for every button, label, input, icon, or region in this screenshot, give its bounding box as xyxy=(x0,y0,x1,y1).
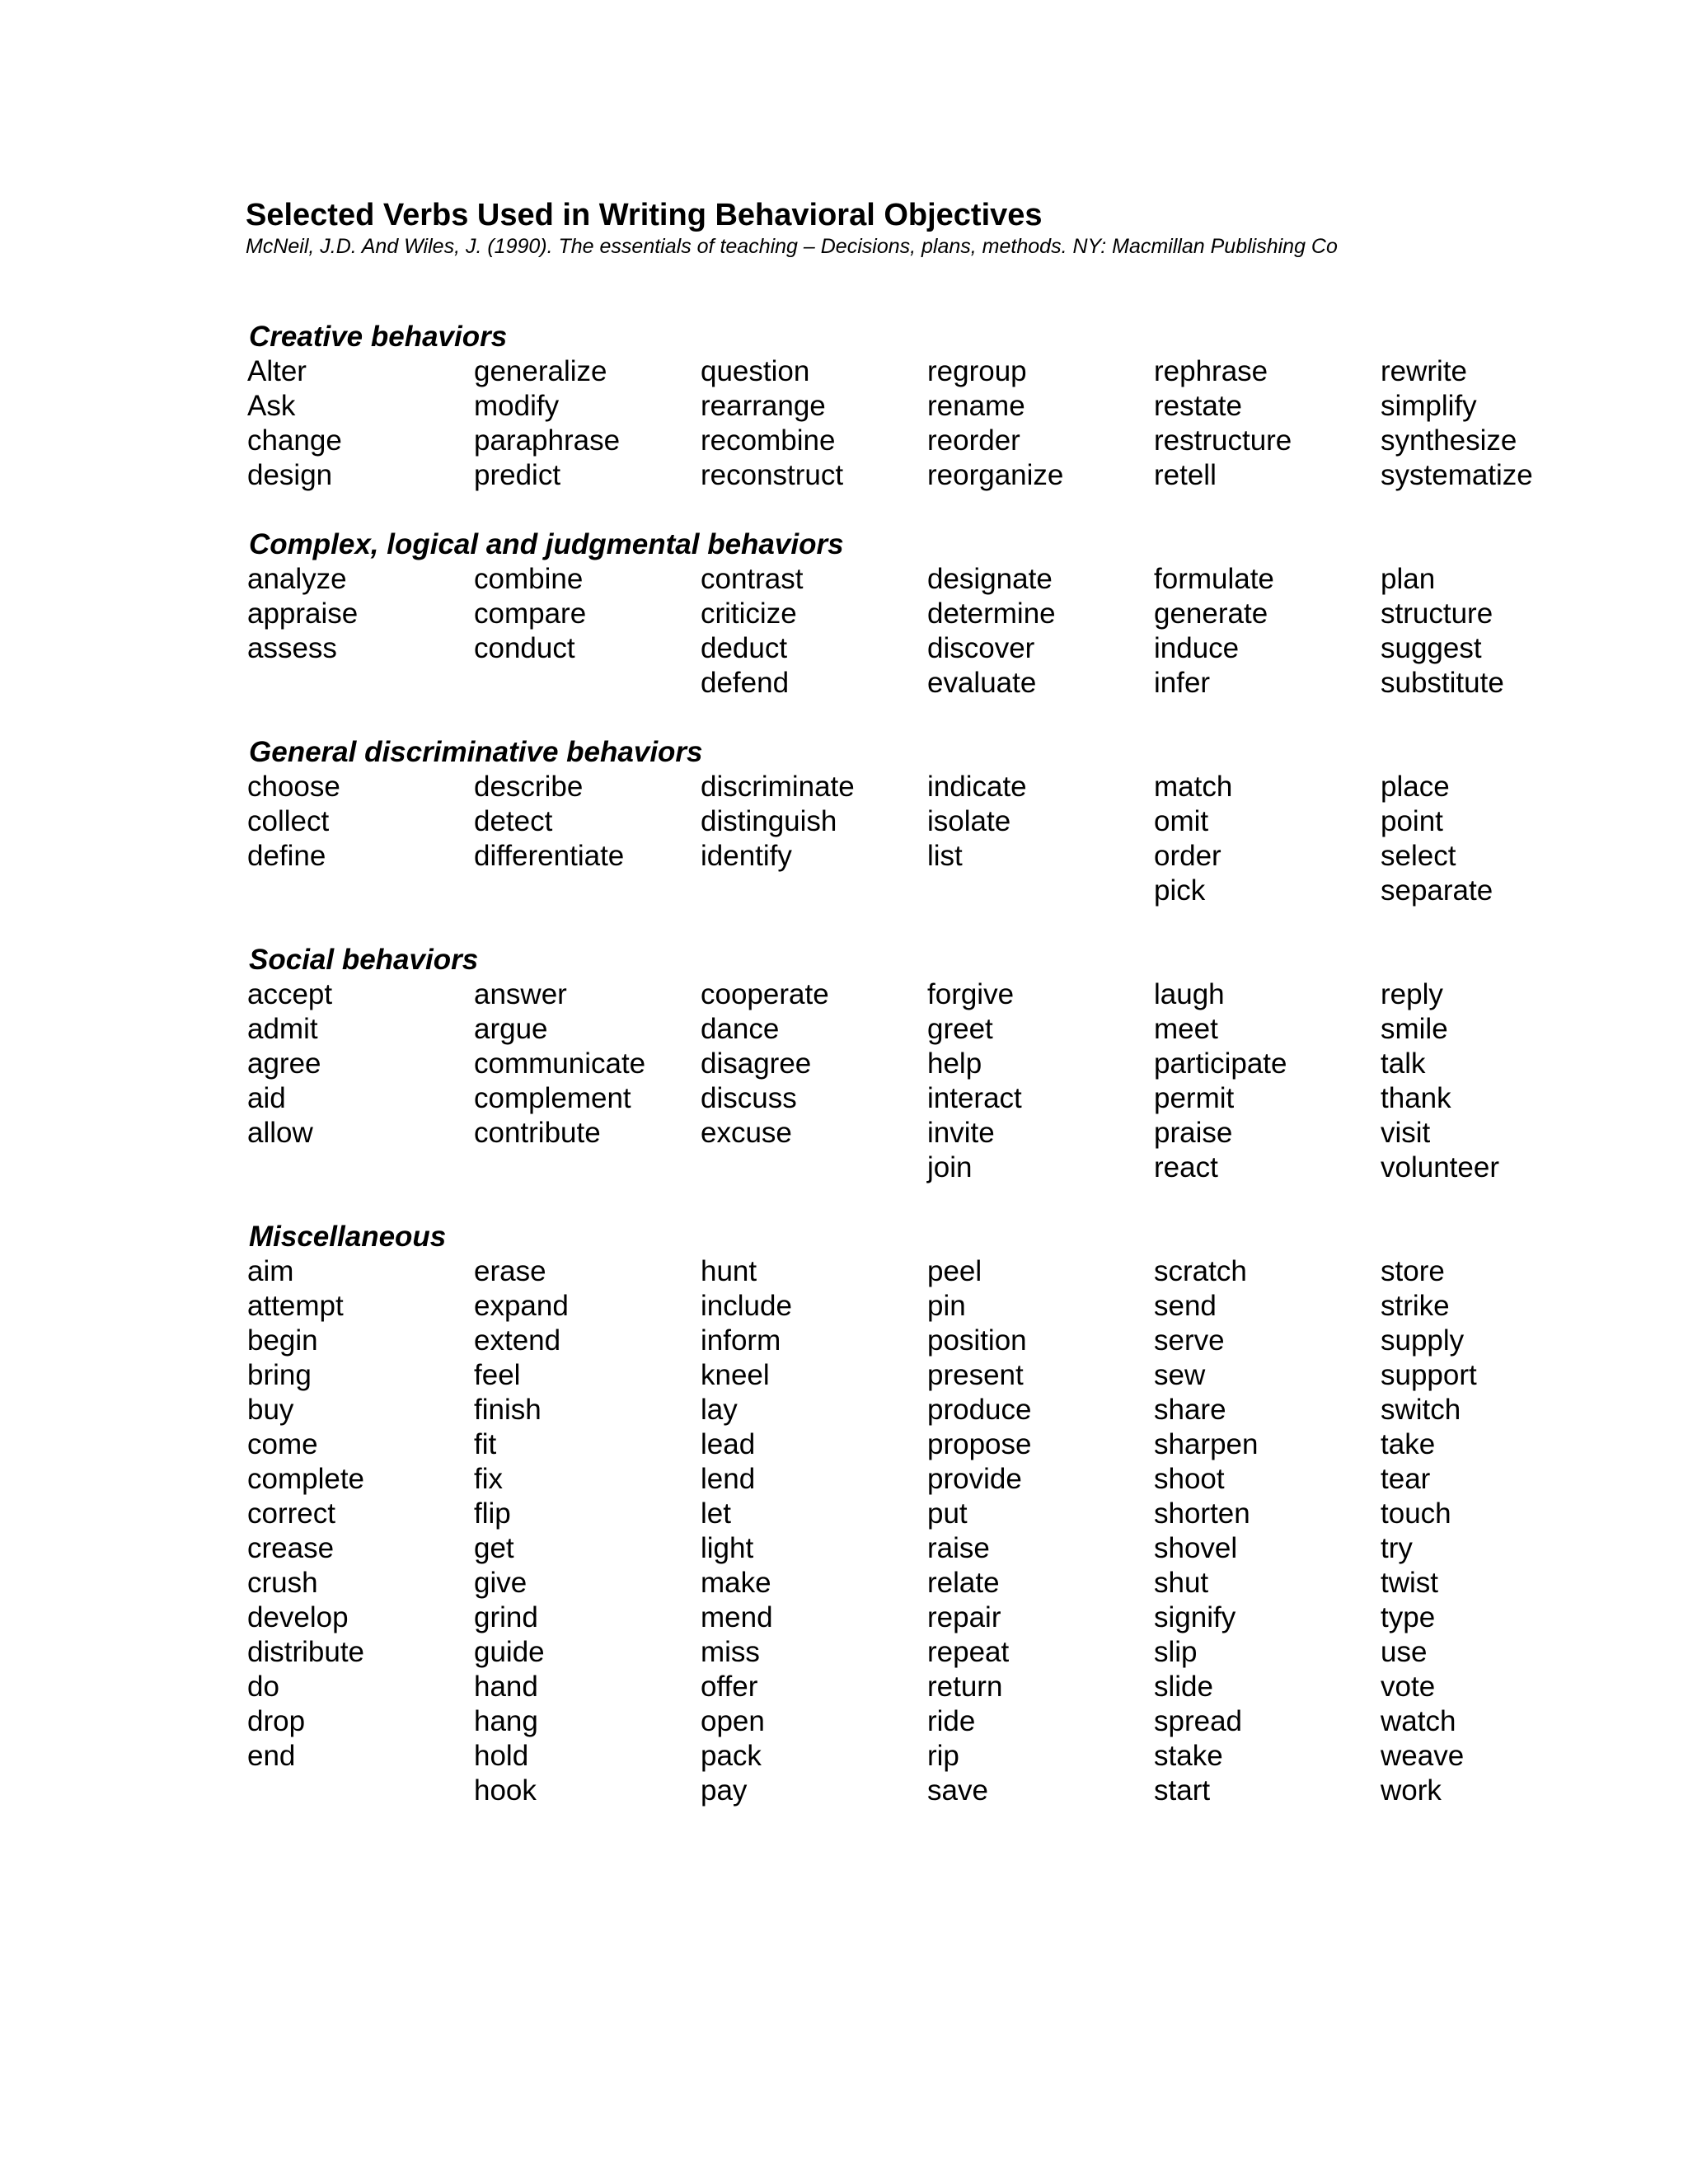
verb-item: put xyxy=(927,1497,968,1530)
document-title: Selected Verbs Used in Writing Behavioral Objectives xyxy=(246,198,1043,232)
verb-item: greet xyxy=(927,1013,993,1045)
verb-item: try xyxy=(1381,1532,1413,1564)
verb-column xyxy=(927,770,1154,908)
verb-item: agree xyxy=(247,1047,321,1080)
verb-column xyxy=(701,562,927,701)
verb-item: drop xyxy=(247,1705,306,1737)
verb-item: rearrange xyxy=(701,390,826,422)
verb-item: deduct xyxy=(701,632,788,664)
verb-column xyxy=(701,770,927,908)
verb-column xyxy=(1154,770,1381,908)
verb-item: relate xyxy=(927,1567,1000,1599)
verb-item: provide xyxy=(927,1463,1022,1495)
verb-column xyxy=(247,562,474,701)
verb-item: recombine xyxy=(701,424,836,457)
verb-item: lead xyxy=(701,1428,756,1460)
verb-item: simplify xyxy=(1381,390,1477,422)
verb-column xyxy=(701,354,927,493)
verb-item: signify xyxy=(1154,1601,1236,1633)
verb-item: send xyxy=(1154,1290,1217,1322)
verb-column xyxy=(247,354,474,493)
verb-item: criticize xyxy=(701,598,797,630)
verb-item: choose xyxy=(247,771,340,803)
verb-item: separate xyxy=(1381,874,1493,907)
verb-item: evaluate xyxy=(927,667,1037,699)
verb-sections xyxy=(247,320,1665,1843)
verb-item: conduct xyxy=(474,632,575,664)
verb-item: discuss xyxy=(701,1082,797,1114)
verb-item: position xyxy=(927,1324,1027,1357)
verb-item: reconstruct xyxy=(701,459,844,491)
verb-column xyxy=(1381,354,1607,493)
verb-column xyxy=(1154,354,1381,493)
verb-item: restate xyxy=(1154,390,1242,422)
verb-item: participate xyxy=(1154,1047,1287,1080)
verb-item: generalize xyxy=(474,355,607,387)
verb-item: present xyxy=(927,1359,1024,1391)
verb-item: disagree xyxy=(701,1047,812,1080)
verb-item: rewrite xyxy=(1381,355,1468,387)
section-social-behaviors xyxy=(247,943,1665,1185)
verb-item: kneel xyxy=(701,1359,770,1391)
verb-item: aim xyxy=(247,1255,294,1287)
verb-item: identify xyxy=(701,840,792,872)
verb-item: fit xyxy=(474,1428,497,1460)
verb-item: systematize xyxy=(1381,459,1533,491)
verb-item: defend xyxy=(701,667,790,699)
verb-column xyxy=(474,977,701,1185)
verb-item: laugh xyxy=(1154,978,1225,1010)
verb-item: order xyxy=(1154,840,1221,872)
verb-item: formulate xyxy=(1154,563,1274,595)
verb-item: do xyxy=(247,1671,279,1703)
verb-item: argue xyxy=(474,1013,548,1045)
verb-item: react xyxy=(1154,1151,1218,1183)
verb-column xyxy=(927,562,1154,701)
verb-item: forgive xyxy=(927,978,1015,1010)
verb-item: answer xyxy=(474,978,567,1010)
section-heading: General discriminative behaviors xyxy=(249,736,703,768)
verb-columns xyxy=(247,1254,1665,1808)
section-heading: Social behaviors xyxy=(249,944,479,976)
verb-columns xyxy=(247,977,1665,1185)
verb-item: modify xyxy=(474,390,560,422)
verb-item: Alter xyxy=(247,355,307,387)
verb-item: get xyxy=(474,1532,514,1564)
verb-item: Ask xyxy=(247,390,296,422)
section-heading: Creative behaviors xyxy=(249,321,508,353)
verb-item: supply xyxy=(1381,1324,1465,1357)
verb-item: list xyxy=(927,840,963,872)
verb-item: point xyxy=(1381,805,1443,837)
verb-item: accept xyxy=(247,978,333,1010)
section-heading: Complex, logical and judgmental behaviors xyxy=(249,528,844,560)
verb-item: ride xyxy=(927,1705,976,1737)
verb-item: hang xyxy=(474,1705,538,1737)
verb-item: start xyxy=(1154,1774,1211,1807)
verb-item: select xyxy=(1381,840,1456,872)
verb-item: restructure xyxy=(1154,424,1292,457)
verb-item: shoot xyxy=(1154,1463,1225,1495)
verb-item: bring xyxy=(247,1359,312,1391)
verb-item: repeat xyxy=(927,1636,1010,1668)
verb-item: touch xyxy=(1381,1497,1451,1530)
verb-item: end xyxy=(247,1740,296,1772)
verb-item: offer xyxy=(701,1671,758,1703)
verb-column xyxy=(701,977,927,1185)
verb-item: twist xyxy=(1381,1567,1438,1599)
verb-item: store xyxy=(1381,1255,1445,1287)
verb-item: distinguish xyxy=(701,805,837,837)
verb-item: communicate xyxy=(474,1047,646,1080)
verb-columns xyxy=(247,770,1665,908)
verb-item: cooperate xyxy=(701,978,829,1010)
verb-item: synthesize xyxy=(1381,424,1517,457)
verb-item: save xyxy=(927,1774,988,1807)
verb-item: smile xyxy=(1381,1013,1448,1045)
verb-item: attempt xyxy=(247,1290,344,1322)
verb-item: shorten xyxy=(1154,1497,1250,1530)
verb-item: finish xyxy=(474,1394,542,1426)
verb-item: isolate xyxy=(927,805,1011,837)
verb-item: permit xyxy=(1154,1082,1235,1114)
verb-item: reply xyxy=(1381,978,1443,1010)
verb-item: pack xyxy=(701,1740,762,1772)
verb-item: guide xyxy=(474,1636,545,1668)
verb-item: come xyxy=(247,1428,318,1460)
verb-column xyxy=(247,1254,474,1808)
verb-item: slide xyxy=(1154,1671,1213,1703)
verb-item: repair xyxy=(927,1601,1001,1633)
verb-item: vote xyxy=(1381,1671,1436,1703)
verb-item: thank xyxy=(1381,1082,1451,1114)
verb-item: raise xyxy=(927,1532,990,1564)
verb-item: praise xyxy=(1154,1117,1233,1149)
verb-item: propose xyxy=(927,1428,1032,1460)
verb-item: rip xyxy=(927,1740,959,1772)
verb-item: support xyxy=(1381,1359,1477,1391)
verb-item: share xyxy=(1154,1394,1226,1426)
verb-item: aid xyxy=(247,1082,286,1114)
verb-item: combine xyxy=(474,563,584,595)
verb-item: define xyxy=(247,840,326,872)
verb-item: flip xyxy=(474,1497,511,1530)
verb-item: erase xyxy=(474,1255,546,1287)
verb-column xyxy=(1381,977,1607,1185)
verb-item: hook xyxy=(474,1774,537,1807)
verb-item: visit xyxy=(1381,1117,1431,1149)
section-heading: Miscellaneous xyxy=(249,1221,447,1253)
verb-item: grind xyxy=(474,1601,538,1633)
verb-item: buy xyxy=(247,1394,294,1426)
verb-item: spread xyxy=(1154,1705,1243,1737)
verb-item: compare xyxy=(474,598,587,630)
verb-column xyxy=(927,1254,1154,1808)
verb-column xyxy=(927,977,1154,1185)
verb-item: change xyxy=(247,424,342,457)
verb-item: structure xyxy=(1381,598,1493,630)
verb-column xyxy=(474,770,701,908)
verb-item: describe xyxy=(474,771,584,803)
verb-item: lay xyxy=(701,1394,738,1426)
verb-item: return xyxy=(927,1671,1003,1703)
verb-column xyxy=(927,354,1154,493)
verb-item: feel xyxy=(474,1359,521,1391)
verb-item: let xyxy=(701,1497,731,1530)
verb-item: strike xyxy=(1381,1290,1450,1322)
verb-column xyxy=(1154,977,1381,1185)
verb-item: extend xyxy=(474,1324,561,1357)
section-creative-behaviors xyxy=(247,320,1665,493)
verb-item: type xyxy=(1381,1601,1436,1633)
verb-column xyxy=(1154,562,1381,701)
verb-item: give xyxy=(474,1567,528,1599)
verb-item: predict xyxy=(474,459,561,491)
verb-column xyxy=(1381,770,1607,908)
verb-item: collect xyxy=(247,805,330,837)
verb-columns xyxy=(247,354,1665,493)
verb-item: shovel xyxy=(1154,1532,1238,1564)
verb-item: slip xyxy=(1154,1636,1198,1668)
verb-item: match xyxy=(1154,771,1233,803)
verb-item: pin xyxy=(927,1290,966,1322)
verb-column xyxy=(1381,562,1607,701)
verb-item: inform xyxy=(701,1324,781,1357)
verb-item: assess xyxy=(247,632,337,664)
verb-item: tear xyxy=(1381,1463,1431,1495)
verb-item: correct xyxy=(247,1497,335,1530)
verb-item: pick xyxy=(1154,874,1206,907)
verb-item: interact xyxy=(927,1082,1022,1114)
verb-item: discover xyxy=(927,632,1035,664)
verb-item: invite xyxy=(927,1117,995,1149)
verb-item: design xyxy=(247,459,333,491)
verb-item: hold xyxy=(474,1740,529,1772)
verb-item: join xyxy=(927,1151,973,1183)
verb-item: complete xyxy=(247,1463,365,1495)
verb-column xyxy=(247,770,474,908)
verb-item: shut xyxy=(1154,1567,1209,1599)
verb-column xyxy=(1154,1254,1381,1808)
verb-item: differentiate xyxy=(474,840,625,872)
verb-item: serve xyxy=(1154,1324,1225,1357)
verb-item: question xyxy=(701,355,810,387)
verb-item: watch xyxy=(1381,1705,1456,1737)
verb-item: appraise xyxy=(247,598,359,630)
section-miscellaneous xyxy=(247,1220,1665,1808)
verb-item: meet xyxy=(1154,1013,1218,1045)
verb-item: substitute xyxy=(1381,667,1504,699)
verb-item: include xyxy=(701,1290,792,1322)
verb-item: plan xyxy=(1381,563,1436,595)
verb-item: lend xyxy=(701,1463,756,1495)
verb-item: omit xyxy=(1154,805,1209,837)
verb-column xyxy=(247,977,474,1185)
verb-item: analyze xyxy=(247,563,347,595)
verb-item: complement xyxy=(474,1082,631,1114)
verb-item: rephrase xyxy=(1154,355,1268,387)
verb-item: open xyxy=(701,1705,765,1737)
verb-item: designate xyxy=(927,563,1053,595)
verb-item: produce xyxy=(927,1394,1032,1426)
verb-item: volunteer xyxy=(1381,1151,1499,1183)
verb-item: help xyxy=(927,1047,982,1080)
verb-item: reorder xyxy=(927,424,1020,457)
verb-item: suggest xyxy=(1381,632,1482,664)
verb-item: reorganize xyxy=(927,459,1064,491)
verb-item: admit xyxy=(247,1013,318,1045)
verb-item: indicate xyxy=(927,771,1027,803)
verb-item: distribute xyxy=(247,1636,365,1668)
verb-item: mend xyxy=(701,1601,773,1633)
section-general-discriminative-behaviors xyxy=(247,735,1665,908)
verb-column xyxy=(474,562,701,701)
verb-item: induce xyxy=(1154,632,1240,664)
verb-item: expand xyxy=(474,1290,569,1322)
verb-item: retell xyxy=(1154,459,1217,491)
verb-item: contrast xyxy=(701,563,804,595)
section-complex-logical-judgmental-behaviors xyxy=(247,527,1665,701)
verb-columns xyxy=(247,562,1665,701)
verb-item: crush xyxy=(247,1567,318,1599)
verb-item: use xyxy=(1381,1636,1428,1668)
verb-item: work xyxy=(1381,1774,1442,1807)
verb-item: pay xyxy=(701,1774,748,1807)
citation: McNeil, J.D. And Wiles, J. (1990). The essentials of teaching – Decisions, plans, methods. NY: Macmillan Publishing Co xyxy=(246,235,1338,258)
verb-item: detect xyxy=(474,805,553,837)
verb-item: develop xyxy=(247,1601,349,1633)
verb-column xyxy=(701,1254,927,1808)
verb-column xyxy=(1381,1254,1607,1808)
verb-item: dance xyxy=(701,1013,780,1045)
verb-item: generate xyxy=(1154,598,1268,630)
verb-item: place xyxy=(1381,771,1450,803)
verb-item: discriminate xyxy=(701,771,855,803)
verb-column xyxy=(474,354,701,493)
verb-item: sharpen xyxy=(1154,1428,1259,1460)
verb-item: begin xyxy=(247,1324,318,1357)
verb-column xyxy=(474,1254,701,1808)
verb-item: infer xyxy=(1154,667,1211,699)
verb-item: determine xyxy=(927,598,1056,630)
verb-item: scratch xyxy=(1154,1255,1247,1287)
verb-item: fix xyxy=(474,1463,503,1495)
verb-item: light xyxy=(701,1532,754,1564)
verb-item: regroup xyxy=(927,355,1027,387)
verb-item: crease xyxy=(247,1532,335,1564)
verb-item: switch xyxy=(1381,1394,1461,1426)
verb-item: paraphrase xyxy=(474,424,621,457)
verb-item: hunt xyxy=(701,1255,757,1287)
verb-item: sew xyxy=(1154,1359,1206,1391)
verb-item: peel xyxy=(927,1255,982,1287)
verb-item: weave xyxy=(1381,1740,1465,1772)
verb-item: stake xyxy=(1154,1740,1223,1772)
verb-item: hand xyxy=(474,1671,538,1703)
verb-item: miss xyxy=(701,1636,760,1668)
verb-item: take xyxy=(1381,1428,1436,1460)
verb-item: rename xyxy=(927,390,1025,422)
verb-item: excuse xyxy=(701,1117,792,1149)
verb-item: contribute xyxy=(474,1117,601,1149)
verb-item: allow xyxy=(247,1117,313,1149)
verb-item: talk xyxy=(1381,1047,1426,1080)
verb-item: make xyxy=(701,1567,771,1599)
